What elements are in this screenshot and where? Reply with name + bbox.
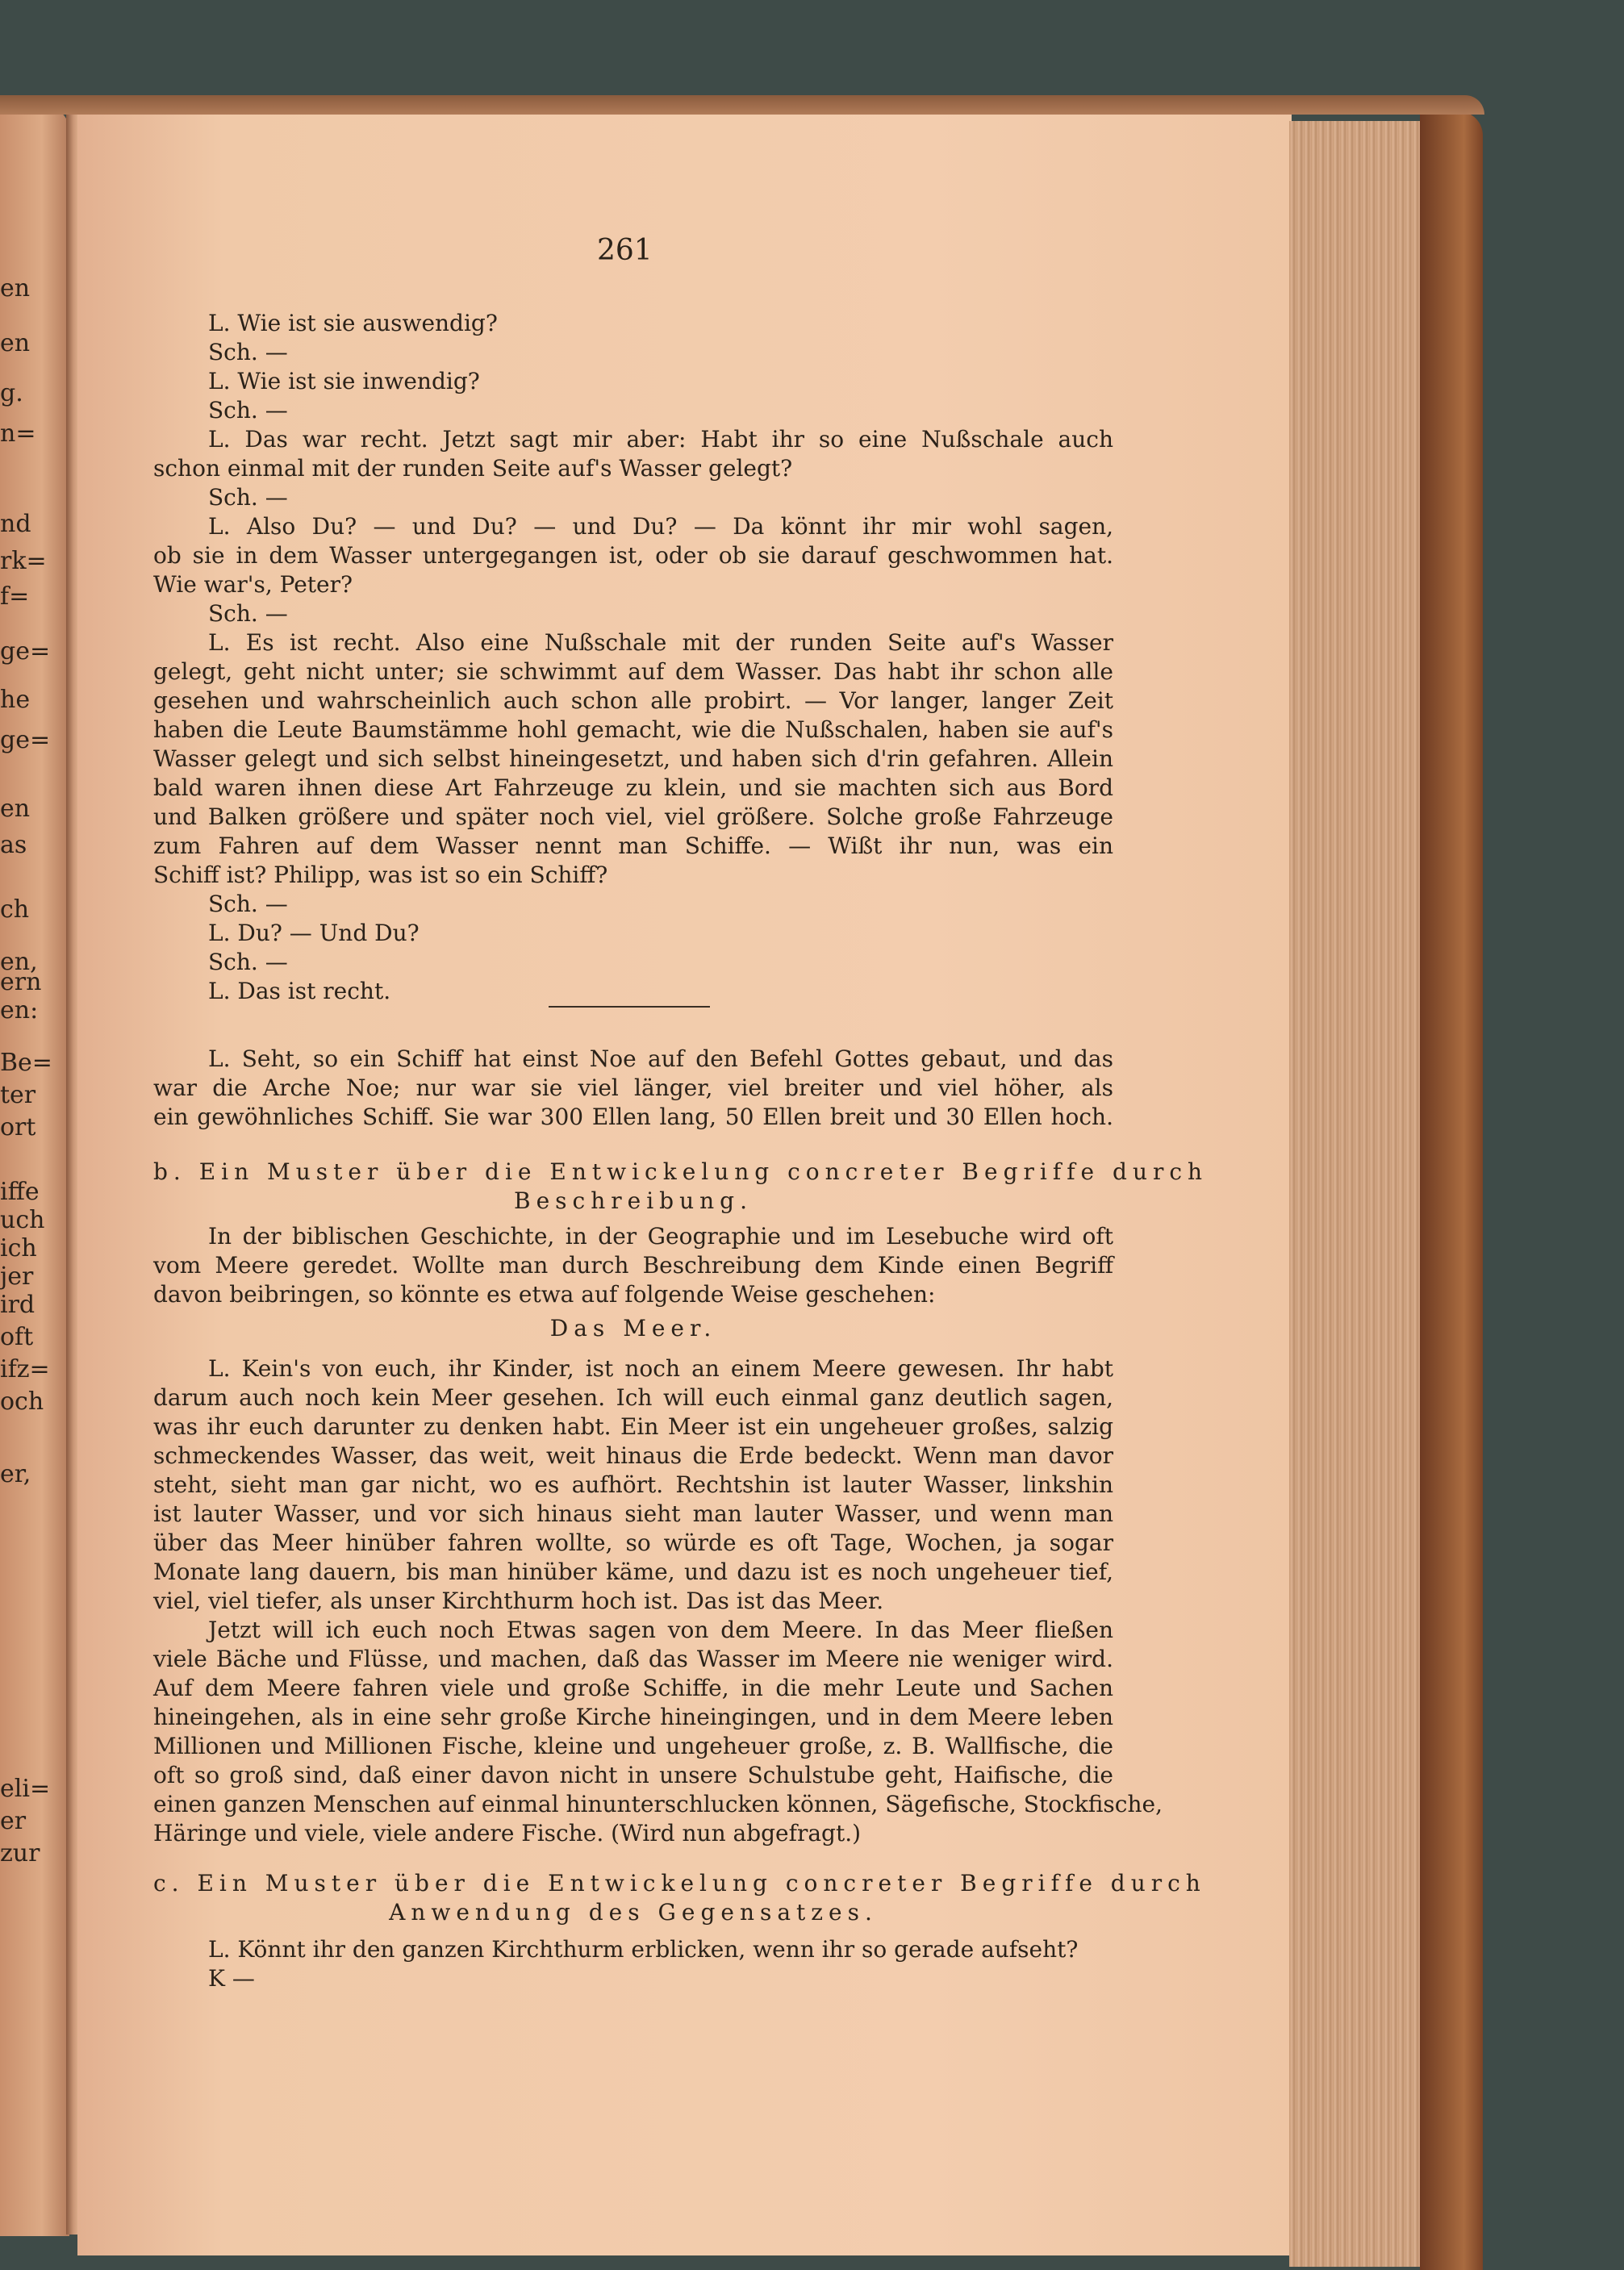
text-line: Millionen und Millionen Fische, kleine und ungeheuer große, z. B. Wallfische, die — [153, 1733, 1113, 1759]
text-line: viel, viel tiefer, als unser Kirchthurm hoch ist. Das ist das Meer. — [153, 1588, 884, 1614]
page-number: 261 — [597, 234, 653, 267]
text-line: Das Meer. — [549, 1315, 717, 1342]
text-line: schmeckendes Wasser, das weit, weit hinaus die Erde bedeckt. Wenn man davor — [153, 1442, 1113, 1469]
left-page-fragment: ird — [0, 1291, 35, 1319]
text-line: vom Meere geredet. Wollte man durch Beschreibung dem Kinde einen Begriff — [153, 1252, 1113, 1279]
text-line: gelegt, geht nicht unter; sie schwimmt auf dem Wasser. Das habt ihr schon alle — [153, 658, 1113, 685]
text-line: Sch. — — [208, 891, 288, 917]
left-page-fragment: en — [0, 795, 31, 823]
section-rule — [549, 1006, 710, 1008]
text-line: K — — [208, 1965, 255, 1992]
left-page-fragment: ich — [0, 1234, 37, 1262]
text-line: L. Wie ist sie inwendig? — [208, 368, 480, 394]
left-page-fragment: och — [0, 1387, 44, 1416]
text-line: b. Ein Muster über die Entwickelung concreter Begriffe durch — [153, 1158, 1209, 1185]
text-line: bald waren ihnen diese Art Fahrzeuge zu klein, und sie machten sich aus Bord — [153, 774, 1113, 801]
text-line: Sch. — — [208, 339, 288, 365]
text-line: L. Seht, so ein Schiff hat einst Noe auf den Befehl Gottes gebaut, und das — [208, 1045, 1113, 1072]
text-line: Sch. — — [208, 484, 288, 511]
text-line: über das Meer hinüber fahren wollte, so würde es oft Tage, Wochen, ja sogar — [153, 1529, 1113, 1556]
text-line: Häringe und viele, viele andere Fische. (Wird nun abgefragt.) — [153, 1820, 862, 1846]
text-line: Auf dem Meere fahren viele und große Schiffe, in die mehr Leute und Sachen — [153, 1675, 1113, 1701]
text-line: darum auch noch kein Meer gesehen. Ich will euch einmal ganz deutlich sagen, — [153, 1384, 1113, 1411]
text-line: c. Ein Muster über die Entwickelung concreter Begriffe durch — [153, 1870, 1206, 1897]
left-page-fragment: f= — [0, 582, 30, 611]
left-page-fragment: jer — [0, 1262, 34, 1291]
text-line: Schiff ist? Philipp, was ist so ein Schiff? — [153, 862, 608, 888]
left-page-fragment: ge= — [0, 637, 51, 666]
text-line: Sch. — — [208, 600, 288, 627]
text-line: oft so groß sind, daß einer davon nicht in unsere Schulstube geht, Haifische, die — [153, 1762, 1113, 1788]
text-line: Monate lang dauern, bis man hinüber käme, und dazu ist es noch ungeheuer tief, — [153, 1559, 1113, 1585]
text-line: In der biblischen Geschichte, in der Geographie und im Lesebuche wird oft — [208, 1223, 1113, 1250]
left-page-fragment: oft — [0, 1323, 34, 1351]
text-line: Anwendung des Gegensatzes. — [389, 1899, 878, 1926]
left-page-fragment: ter — [0, 1081, 36, 1109]
left-page-fragment: he — [0, 686, 31, 714]
cover-top-edge — [0, 95, 1484, 115]
left-page-fragment: n= — [0, 419, 36, 448]
text-line: L. Wie ist sie auswendig? — [208, 310, 498, 336]
left-page-fragment: rk= — [0, 547, 47, 575]
text-line: L. Es ist recht. Also eine Nußschale mit der runden Seite auf's Wasser — [208, 629, 1113, 656]
left-page-fragment: g. — [0, 379, 23, 407]
text-line: ist lauter Wasser, und vor sich hinaus sieht man lauter Wasser, und wenn man — [153, 1500, 1113, 1527]
left-page-fragment: uch — [0, 1206, 45, 1234]
text-line: L. Du? — Und Du? — [208, 920, 420, 946]
text-line: hineingehen, als in eine sehr große Kirche hineingingen, und in dem Meere leben — [153, 1704, 1113, 1730]
text-line: war die Arche Noe; nur war sie viel länger, viel breiter und viel höher, als — [153, 1074, 1113, 1101]
left-page-fragment: iffe — [0, 1178, 40, 1206]
text-line: ob sie in dem Wasser untergegangen ist, oder ob sie darauf geschwommen hat. — [153, 542, 1113, 569]
left-page-fragment: ch — [0, 895, 30, 924]
left-page-fragment: en, — [0, 948, 38, 976]
text-line: L. Also Du? — und Du? — und Du? — Da könnt ihr mir wohl sagen, — [208, 513, 1113, 540]
left-page-edge — [0, 106, 69, 2236]
left-page-fragment: er, — [0, 1460, 31, 1488]
left-page-fragment: Be= — [0, 1049, 52, 1077]
text-line: Beschreibung. — [514, 1187, 753, 1214]
text-line: L. Das war recht. Jetzt sagt mir aber: Habt ihr so eine Nußschale auch — [208, 426, 1113, 453]
left-page-fragment: ifz= — [0, 1355, 50, 1383]
page-edges — [1289, 121, 1434, 2267]
left-page-fragment: eli= — [0, 1775, 51, 1803]
text-line: Sch. — — [208, 949, 288, 975]
left-page-fragment: en — [0, 274, 31, 303]
left-page-fragment: as — [0, 831, 27, 859]
left-page-fragment: er — [0, 1807, 27, 1835]
text-line: Wasser gelegt und sich selbst hineingesetzt, und haben sich d'rin gefahren. Allein — [153, 745, 1113, 772]
left-page-fragment: ern — [0, 968, 42, 996]
book-cover — [1420, 111, 1483, 2270]
left-page-fragment: zur — [0, 1839, 40, 1867]
left-page-fragment: nd — [0, 510, 31, 538]
text-line: und Balken größere und später noch viel, viel größere. Solche große Fahrzeuge — [153, 803, 1113, 830]
text-line: L. Kein's von euch, ihr Kinder, ist noch an einem Meere gewesen. Ihr habt — [208, 1355, 1113, 1382]
text-line: ein gewöhnliches Schiff. Sie war 300 Ellen lang, 50 Ellen breit und 30 Ellen hoch. — [153, 1104, 1113, 1130]
text-line: Sch. — — [208, 397, 288, 424]
text-line: davon beibringen, so könnte es etwa auf folgende Weise geschehen: — [153, 1281, 936, 1308]
left-page-fragment: en — [0, 329, 31, 357]
text-line: steht, sieht man gar nicht, wo es aufhört. Rechtshin ist lauter Wasser, linkshin — [153, 1471, 1113, 1498]
text-line: haben die Leute Baumstämme hohl gemacht, wie die Nußschalen, haben sie auf's — [153, 716, 1113, 743]
text-line: L. Könnt ihr den ganzen Kirchthurm erblicken, wenn ihr so gerade aufseht? — [208, 1936, 1079, 1963]
text-line: L. Das ist recht. — [208, 978, 391, 1004]
text-line: einen ganzen Menschen auf einmal hinunterschlucken können, Sägefische, Stockfische, — [153, 1791, 1163, 1817]
left-page-fragment: en: — [0, 996, 39, 1024]
text-line: zum Fahren auf dem Wasser nennt man Schiffe. — Wißt ihr nun, was ein — [153, 832, 1113, 859]
text-line: Wie war's, Peter? — [153, 571, 353, 598]
text-line: was ihr euch darunter zu denken habt. Ein Meer ist ein ungeheuer großes, salzig — [153, 1413, 1113, 1440]
text-line: viele Bäche und Flüsse, und machen, daß das Wasser im Meere nie weniger wird. — [153, 1646, 1113, 1672]
text-line: Jetzt will ich euch noch Etwas sagen von dem Meere. In das Meer fließen — [208, 1617, 1113, 1643]
text-line: schon einmal mit der runden Seite auf's Wasser gelegt? — [153, 455, 793, 482]
left-page-fragment: ort — [0, 1113, 36, 1141]
text-line: gesehen und wahrscheinlich auch schon alle probirt. — Vor langer, langer Zeit — [153, 687, 1113, 714]
left-page-fragment: ge= — [0, 726, 51, 754]
